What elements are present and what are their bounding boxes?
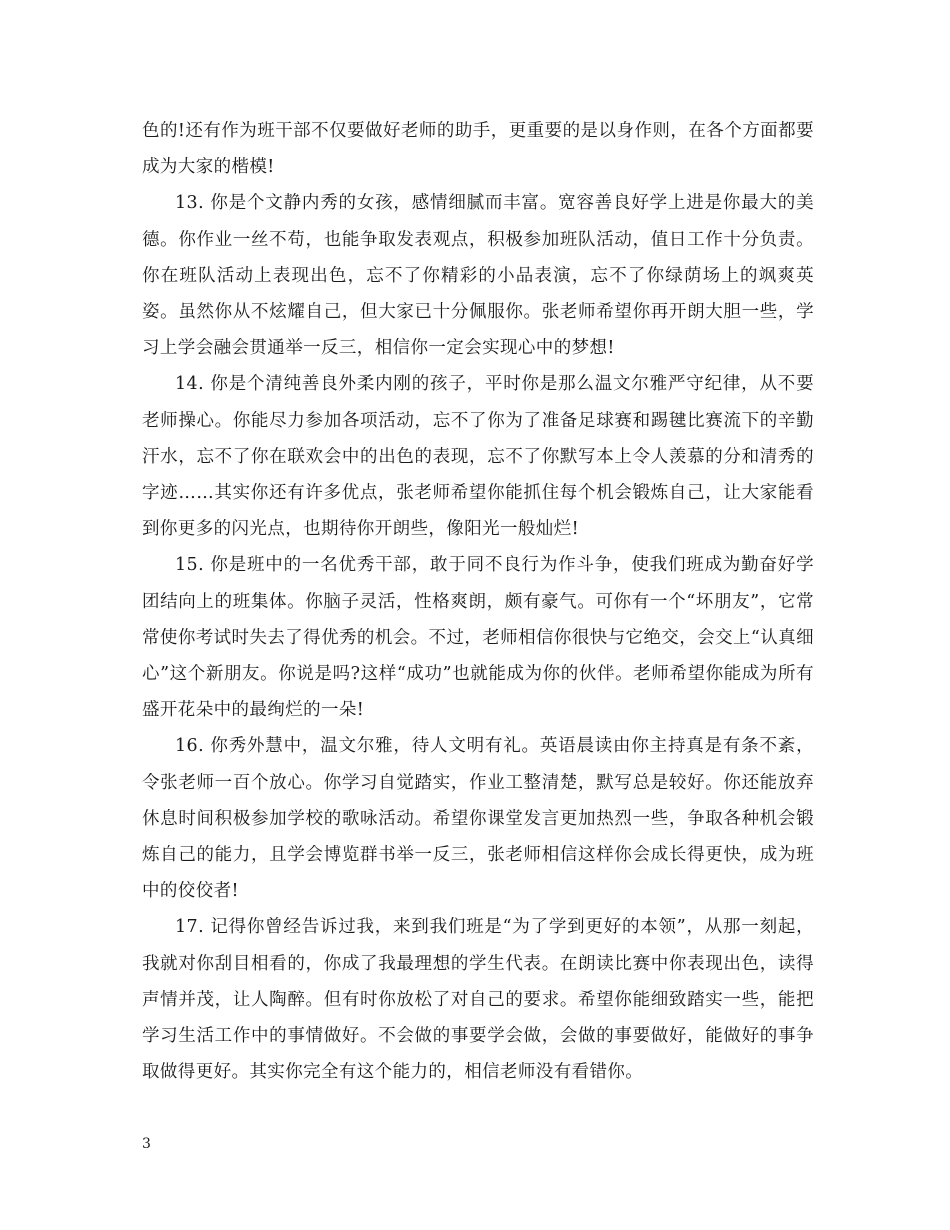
paragraph-item-13: 13. 你是个文静内秀的女孩，感情细腻而丰富。宽容善良好学上进是你最大的美德。你作业一丝不苟，也能争取发表观点，积极参加班队活动，值日工作十分负责。你在班队活动上表现出色，忘不了你精彩的小品表演，忘不了你绿荫场上的飒爽英姿。虽然你从不炫耀自己，但大家已十分佩服你。张老师希望你再开朗大胆一些，学习上学会融会贯通举一反三，相信你一定会实现心中的梦想!	[142, 193, 814, 359]
body-text	[142, 113, 814, 1090]
paragraph-continuation: 色的!还有作为班干部不仅要做好老师的助手，更重要的是以身作则，在各个方面都要成为大家的楷模!	[142, 121, 814, 178]
paragraph-item-15: 15. 你是班中的一名优秀干部，敢于同不良行为作斗争，使我们班成为勤奋好学团结向上的班集体。你脑子灵活，性格爽朗，颇有豪气。可你有一个“坏朋友”，它常常使你考试时失去了得优秀的机会。不过，老师相信你很快与它绝交，会交上“认真细心”这个新朋友。你说是吗?这样“成功”也就能成为你的伙伴。老师希望你能成为所有盛开花朵中的最绚烂的一朵!	[142, 555, 814, 721]
paragraph-item-14: 14. 你是个清纯善良外柔内刚的孩子，平时你是那么温文尔雅严守纪律，从不要老师操心。你能尽力参加各项活动，忘不了你为了准备足球赛和踢毽比赛流下的辛勤汗水，忘不了你在联欢会中的出色的表现，忘不了你默写本上令人羡慕的分和清秀的字迹……其实你还有许多优点，张老师希望你能抓住每个机会锻炼自己，让大家能看到你更多的闪光点，也期待你开朗些，像阳光一般灿烂!	[142, 374, 814, 540]
page-number: 3	[142, 1136, 151, 1152]
paragraph-item-16: 16. 你秀外慧中，温文尔雅，待人文明有礼。英语晨读由你主持真是有条不紊，令张老师一百个放心。你学习自觉踏实，作业工整清楚，默写总是较好。你还能放弃休息时间积极参加学校的歌咏活动。希望你课堂发言更加热烈一些，争取各种机会锻炼自己的能力，且学会博览群书举一反三，张老师相信这样你会成长得更快，成为班中的佼佼者!	[142, 736, 814, 902]
paragraph-item-17: 17. 记得你曾经告诉过我，来到我们班是“为了学到更好的本领”，从那一刻起，我就对你刮目相看的，你成了我最理想的学生代表。在朗读比赛中你表现出色，读得声情并茂，让人陶醉。但有时你放松了对自己的要求。希望你能细致踏实一些，能把学习生活工作中的事情做好。不会做的事要学会做，会做的事要做好，能做好的事争取做得更好。其实你完全有这个能力的，相信老师没有看错你。	[142, 917, 814, 1083]
